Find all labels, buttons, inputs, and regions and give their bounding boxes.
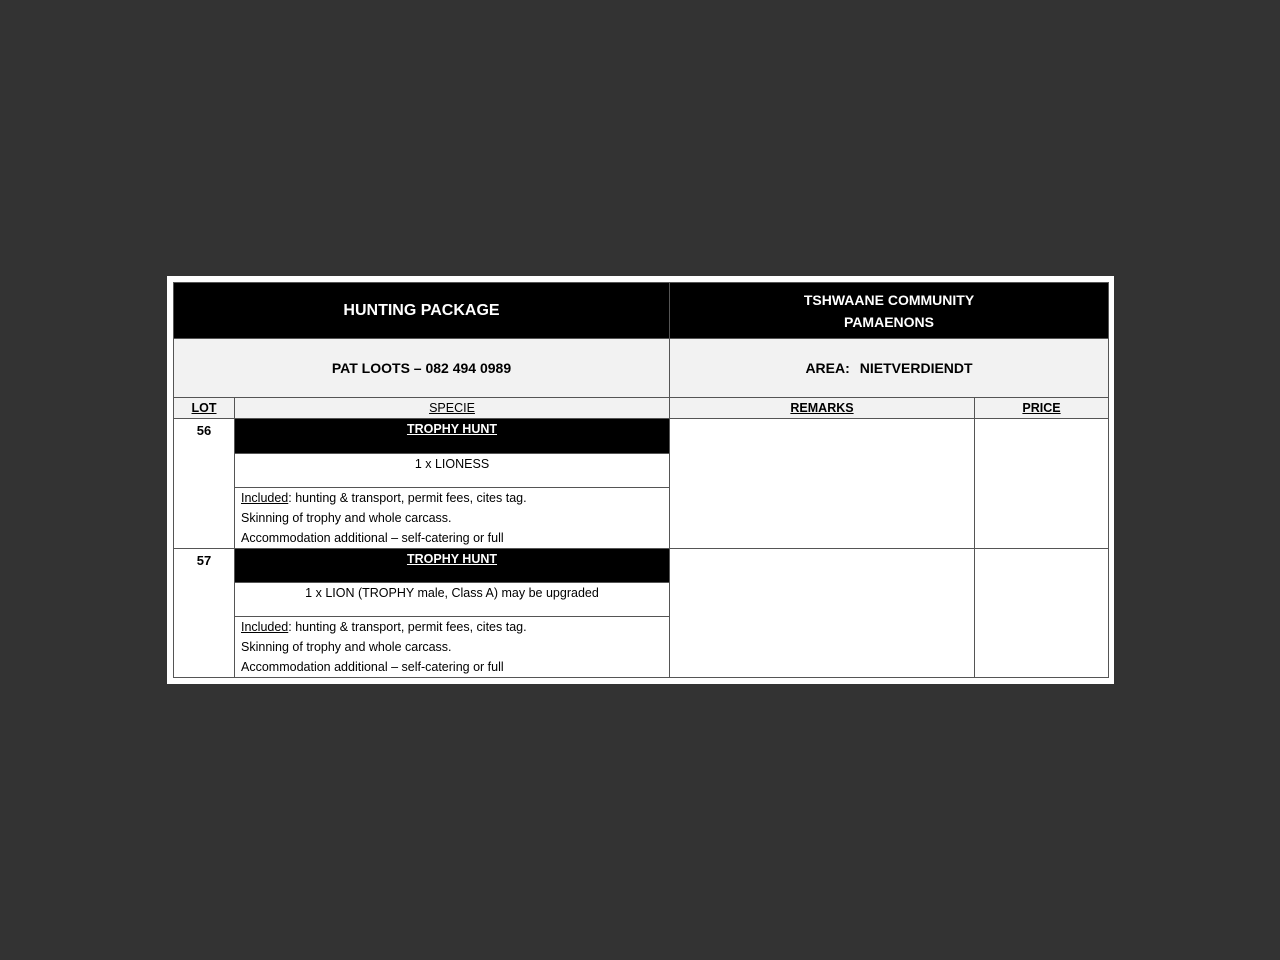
included-details xyxy=(235,617,669,678)
area-cell xyxy=(670,339,1109,398)
column-header-remarks xyxy=(670,398,975,419)
package-title: HUNTING PACKAGE xyxy=(174,283,670,339)
included-text: : hunting & transport, permit fees, cites tag. xyxy=(288,490,527,505)
hunt-type xyxy=(235,549,669,583)
specie-cell xyxy=(235,548,670,678)
accommodation-line: Accommodation additional – self-catering or full xyxy=(241,530,504,545)
hunt-type-label: TROPHY HUNT xyxy=(406,422,498,436)
column-header-remarks-label: REMARKS xyxy=(790,401,854,415)
skinning-line: Skinning of trophy and whole carcass. xyxy=(241,510,452,525)
community-heading xyxy=(670,283,1109,339)
included-line xyxy=(241,488,663,508)
accommodation-line: Accommodation additional – self-catering or full xyxy=(241,660,504,674)
price-cell xyxy=(975,548,1109,678)
included-label: Included xyxy=(241,620,289,634)
contact-cell: PAT LOOTS – 082 494 0989 xyxy=(174,339,670,398)
skinning-line: Skinning of trophy and whole carcass. xyxy=(241,640,452,654)
lot-number: 56 xyxy=(174,419,235,549)
column-header-specie xyxy=(235,398,670,419)
column-header-specie-label: SPECIE xyxy=(429,401,475,415)
lot-number: 57 xyxy=(174,548,235,678)
community-subname: PAMAENONS xyxy=(844,313,934,330)
species-description: 1 x LION (TROPHY male, Class A) may be upgraded xyxy=(235,583,669,617)
table-row xyxy=(174,419,1109,549)
price-cell xyxy=(975,419,1109,549)
area-value: NIETVERDIENDT xyxy=(859,360,973,376)
specie-cell xyxy=(235,419,670,549)
species-description: 1 x LIONESS xyxy=(235,453,669,487)
included-details xyxy=(235,487,669,548)
column-header-price-label: PRICE xyxy=(1022,401,1061,415)
hunt-type xyxy=(235,419,669,453)
table-row xyxy=(174,548,1109,678)
hunting-package-table xyxy=(173,282,1109,678)
included-label: Included xyxy=(241,490,289,505)
column-header-lot xyxy=(174,398,235,419)
included-line xyxy=(241,617,663,637)
document-page xyxy=(167,276,1114,684)
column-header-lot-label: LOT xyxy=(191,401,217,415)
area-label: AREA: xyxy=(805,360,850,376)
remarks-cell xyxy=(670,548,975,678)
hunt-type-label: TROPHY HUNT xyxy=(406,551,498,566)
community-name: TSHWAANE COMMUNITY xyxy=(803,291,975,308)
included-text: : hunting & transport, permit fees, cites tag. xyxy=(288,620,527,634)
column-header-price xyxy=(975,398,1109,419)
remarks-cell xyxy=(670,419,975,549)
